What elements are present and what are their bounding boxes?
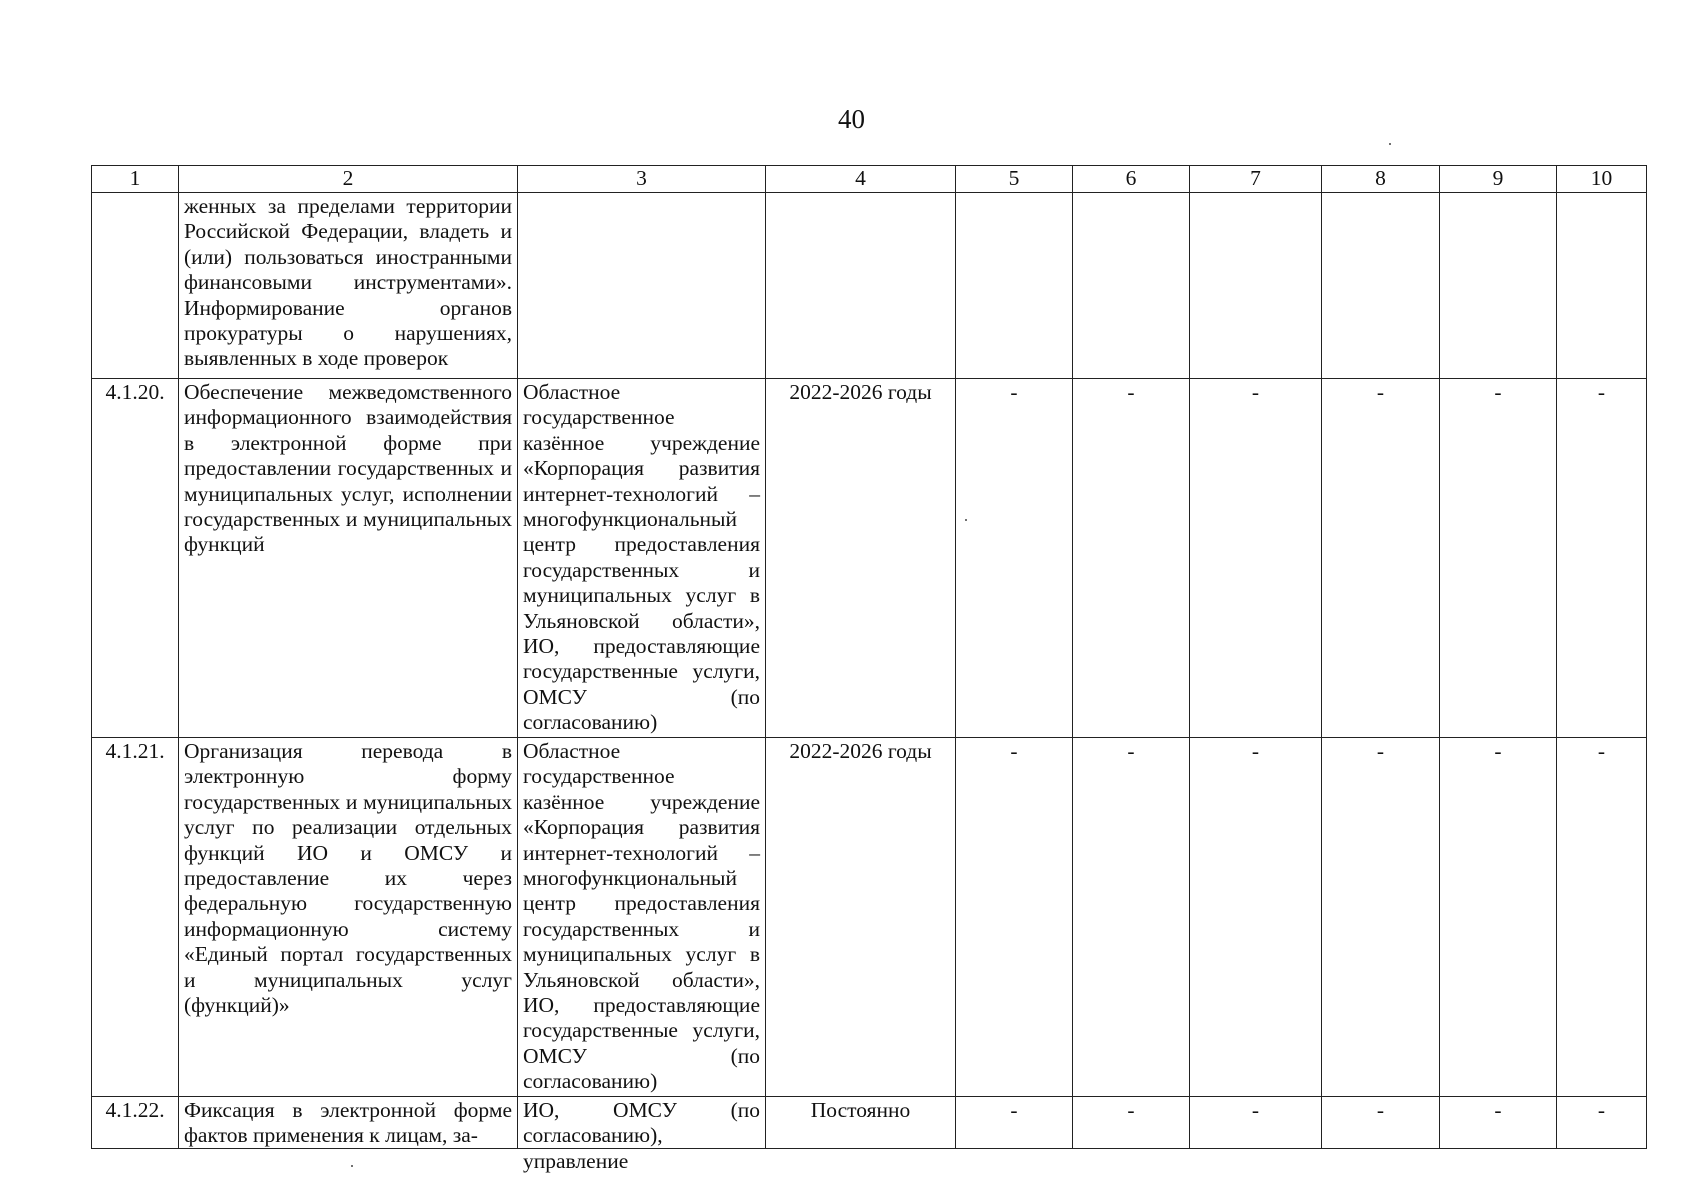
row-number: 4.1.20. [92, 379, 179, 738]
value-cell: - [1440, 1097, 1557, 1149]
period: 2022-2026 годы [766, 738, 956, 1097]
value-cell: - [1440, 738, 1557, 1097]
table-row [92, 738, 1647, 1097]
measure-description: Организация перевода в электронную форму государственных и муниципальных услуг по реализации отдельных функций ИО и ОМСУ и предоставление их через федеральную государственную информационную систему «Единый портал государственных и муниципальных услуг (функций)» [179, 738, 518, 1097]
value-cell [1440, 193, 1557, 379]
executor-text: ИО, ОМСУ (по согласованию), управление [523, 1098, 760, 1173]
value-cell: - [1190, 738, 1322, 1097]
period: Постоянно [766, 1097, 956, 1149]
measure-description: Обеспечение межведомственного информационного взаимодействия в электронной форме при предоставлении государственных и муниципальных услуг, исполнении государственных и муниципальных функций [179, 379, 518, 738]
column-header: 4 [766, 166, 956, 193]
row-number: 4.1.21. [92, 738, 179, 1097]
column-header: 2 [179, 166, 518, 193]
value-cell: - [1073, 738, 1190, 1097]
column-header: 5 [956, 166, 1073, 193]
column-header: 9 [1440, 166, 1557, 193]
executor [518, 1097, 766, 1173]
value-cell: - [956, 1097, 1073, 1149]
table-row [92, 379, 1647, 738]
value-cell: - [1557, 738, 1647, 1097]
measure-description: женных за пределами территории Российской Федерации, владеть и (или) пользоваться иностранными финансовыми инструментами». Информирование органов прокуратуры о нарушениях, выявленных в ходе проверок [179, 193, 518, 379]
value-cell [1073, 193, 1190, 379]
value-cell [1322, 193, 1440, 379]
executor: Областное государственное казённое учреждение «Корпорация развития интернет-технологий – многофункциональный центр предоставления государственных и муниципальных услуг в Ульяновской области», ИО, предоставляющие государственные услуги, ОМСУ (по согласованию) [518, 379, 766, 738]
executor [518, 193, 766, 379]
table-row [92, 1097, 1647, 1149]
value-cell [1190, 193, 1322, 379]
scan-speck [1389, 143, 1391, 145]
value-cell: - [1322, 738, 1440, 1097]
measure-description [179, 1097, 518, 1149]
page-number: 40 [838, 104, 865, 134]
table-header-row [92, 166, 1647, 193]
value-cell: - [956, 379, 1073, 738]
value-cell: - [1073, 1097, 1190, 1149]
value-cell: - [956, 738, 1073, 1097]
period [766, 193, 956, 379]
row-number [92, 193, 179, 379]
value-cell: - [1073, 379, 1190, 738]
value-cell: - [1190, 1097, 1322, 1149]
scan-speck [965, 519, 967, 521]
value-cell: - [1322, 379, 1440, 738]
measures-table [91, 165, 1647, 1173]
value-cell: - [1322, 1097, 1440, 1149]
value-cell [1557, 193, 1647, 379]
column-header: 6 [1073, 166, 1190, 193]
value-cell [956, 193, 1073, 379]
period: 2022-2026 годы [766, 379, 956, 738]
value-cell: - [1557, 379, 1647, 738]
column-header: 7 [1190, 166, 1322, 193]
column-header: 3 [518, 166, 766, 193]
column-header: 8 [1322, 166, 1440, 193]
column-header: 10 [1557, 166, 1647, 193]
value-cell: - [1557, 1097, 1647, 1149]
row-number: 4.1.22. [92, 1097, 179, 1149]
executor: Областное государственное казённое учреждение «Корпорация развития интернет-технологий – многофункциональный центр предоставления государственных и муниципальных услуг в Ульяновской области», ИО, предоставляющие государственные услуги, ОМСУ (по согласованию) [518, 738, 766, 1097]
value-cell: - [1190, 379, 1322, 738]
scan-speck [351, 1165, 353, 1167]
value-cell: - [1440, 379, 1557, 738]
table-row [92, 193, 1647, 379]
measure-description-text: Фиксация в электронной форме фактов применения к лицам, за- [184, 1098, 512, 1148]
column-header: 1 [92, 166, 179, 193]
